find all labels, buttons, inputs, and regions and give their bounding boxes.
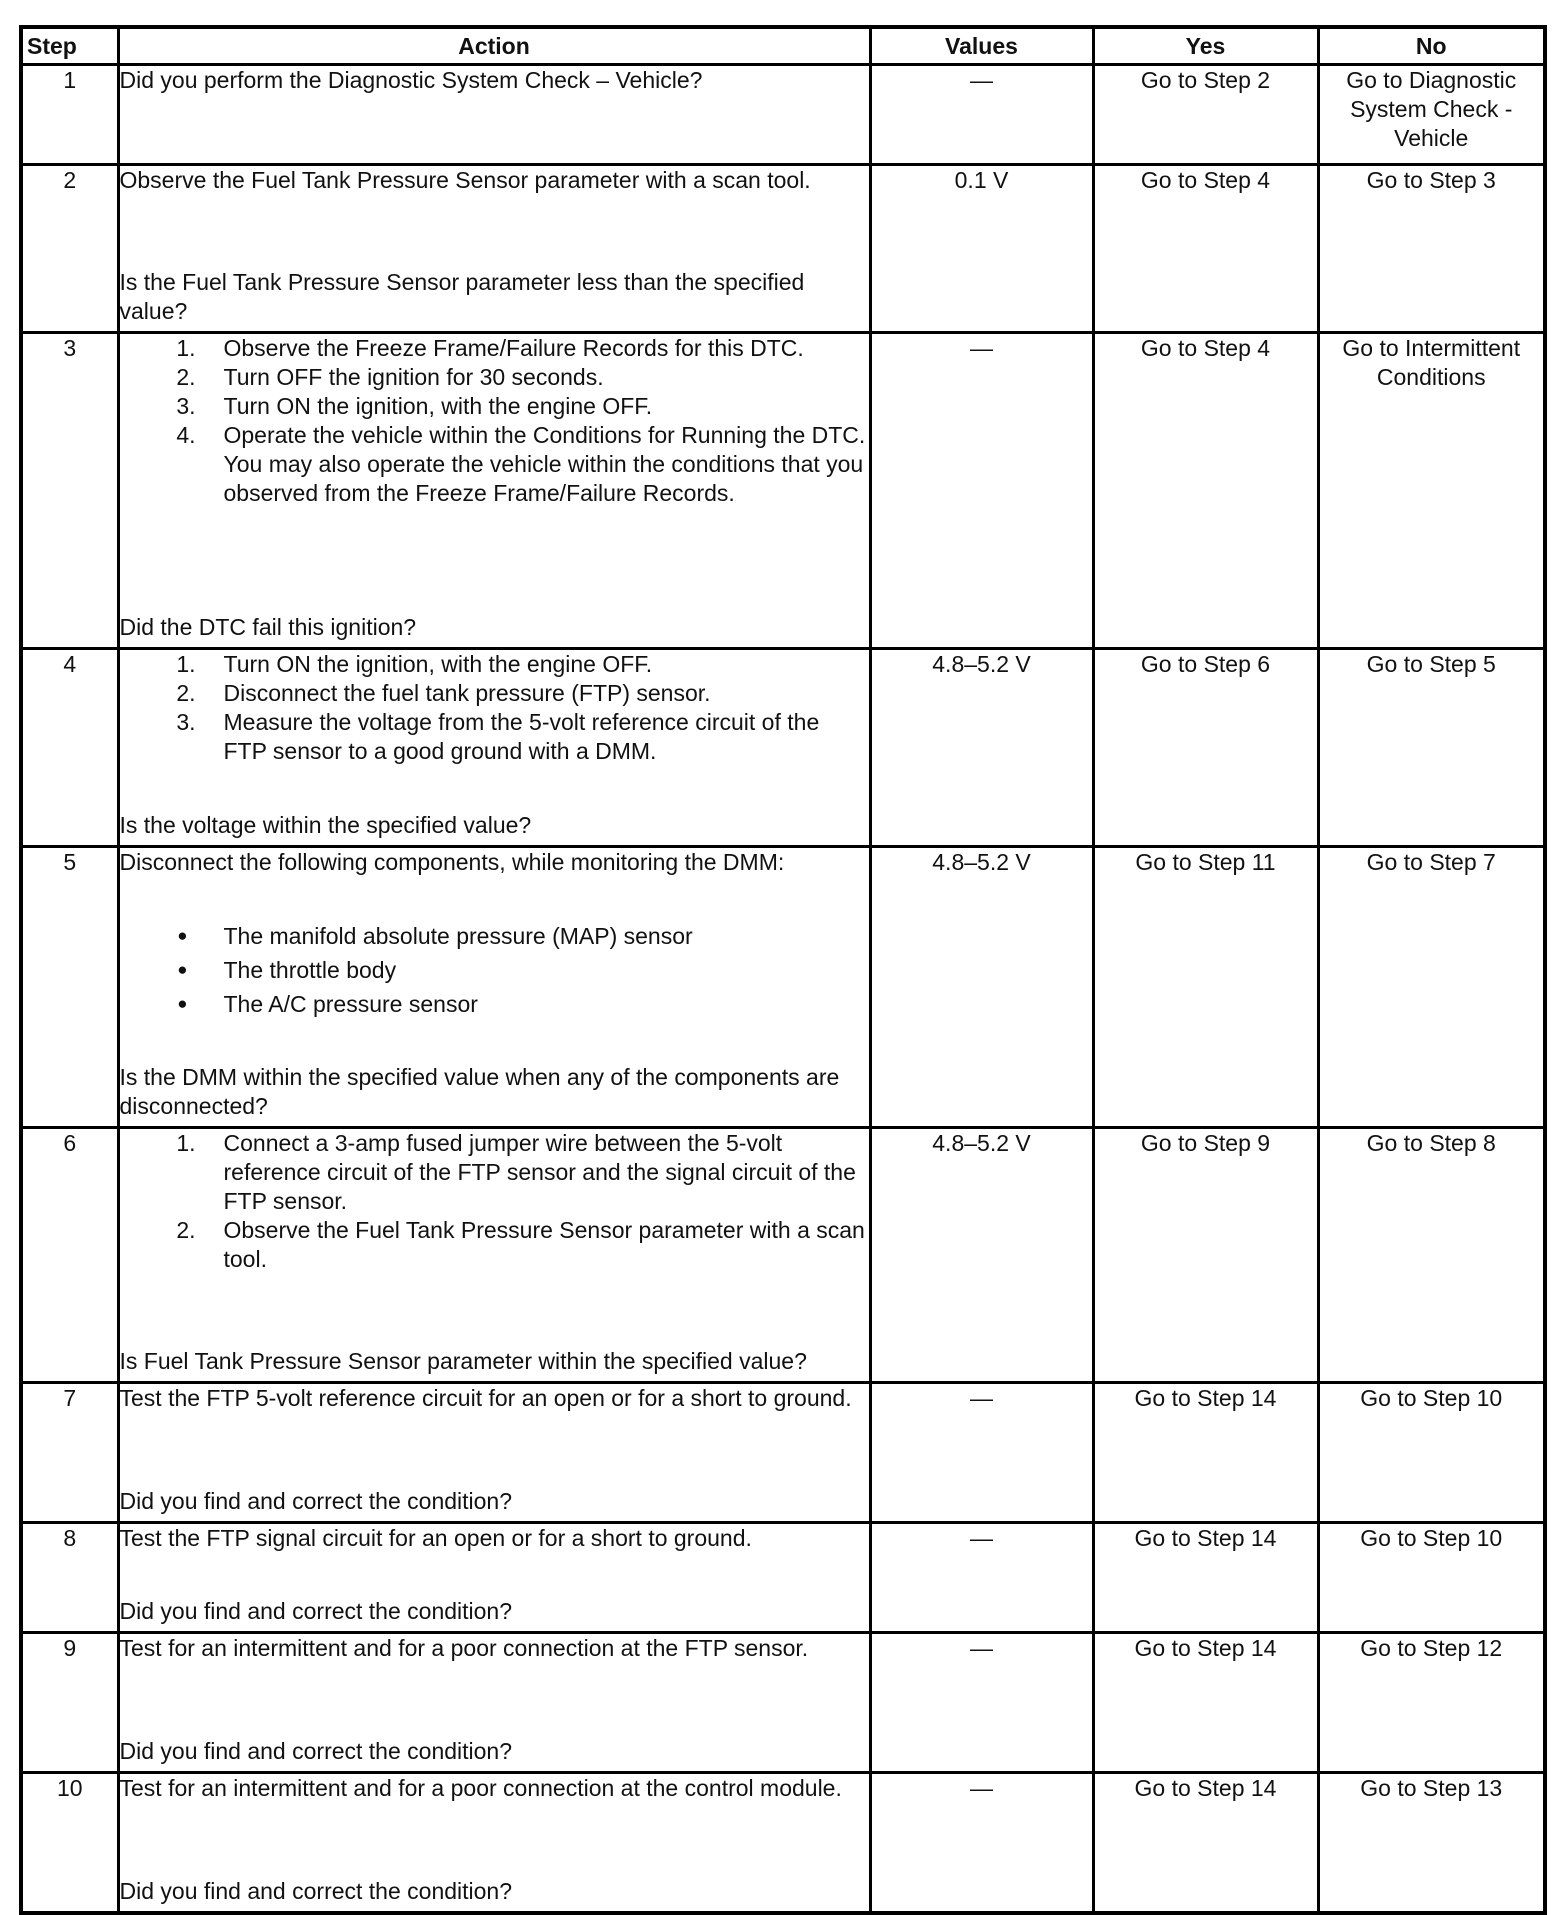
action-cell — [118, 165, 870, 333]
step-number: 10 — [21, 1773, 118, 1913]
action-question: Is Fuel Tank Pressure Sensor parameter within the specified value? — [119, 1348, 807, 1374]
no-cell: Go to Step 7 — [1318, 847, 1545, 1128]
bullet-text: The A/C pressure sensor — [223, 991, 478, 1017]
action-cell — [118, 1523, 870, 1633]
action-text: Test for an intermittent and for a poor connection at the FTP sensor. — [119, 1635, 809, 1661]
step-number: 8 — [21, 1523, 118, 1633]
action-question: Did you find and correct the condition? — [119, 1878, 513, 1904]
list-item: 1. Connect a 3-amp fused jumper wire between the 5-volt reference circuit of the FTP sensor and the signal circuit of the FTP sensor. — [120, 1129, 869, 1216]
values-cell: — — [870, 1523, 1093, 1633]
yes-cell: Go to Step 14 — [1093, 1773, 1318, 1913]
header-row — [21, 27, 1545, 65]
table-row — [21, 847, 1545, 1128]
action-cell — [118, 649, 870, 847]
list-item: 4. Operate the vehicle within the Conditions for Running the DTC. You may also operate the vehicle within the conditions that you observed from the Freeze Frame/Failure Records. — [120, 421, 869, 508]
no-cell: Go to Intermittent Conditions — [1318, 333, 1545, 649]
step-text: Observe the Freeze Frame/Failure Records for this DTC. — [223, 335, 804, 361]
action-text: Test the FTP signal circuit for an open or for a short to ground. — [119, 1525, 752, 1551]
action-question: Did you find and correct the condition? — [119, 1598, 513, 1624]
action-question: Is the voltage within the specified value? — [119, 812, 532, 838]
yes-cell: Go to Step 14 — [1093, 1523, 1318, 1633]
yes-cell: Go to Step 9 — [1093, 1128, 1318, 1383]
step-text: Measure the voltage from the 5-volt reference circuit of the FTP sensor to a good ground with a DMM. — [223, 709, 820, 764]
action-cell — [118, 1128, 870, 1383]
bullet-text: The manifold absolute pressure (MAP) sensor — [223, 923, 693, 949]
list-item — [120, 919, 869, 953]
no-cell: Go to Step 13 — [1318, 1773, 1545, 1913]
table-row — [21, 1128, 1545, 1383]
values-cell: 4.8–5.2 V — [870, 847, 1093, 1128]
no-cell: Go to Step 12 — [1318, 1633, 1545, 1773]
action-question: Did you find and correct the condition? — [119, 1488, 513, 1514]
values-cell: 4.8–5.2 V — [870, 649, 1093, 847]
step-text: Disconnect the fuel tank pressure (FTP) sensor. — [223, 680, 711, 706]
diagnostic-table — [19, 25, 1547, 1915]
step-number: 6 — [21, 1128, 118, 1383]
list-item: 3. Turn ON the ignition, with the engine OFF. — [120, 392, 869, 421]
action-cell — [118, 847, 870, 1128]
no-cell: Go to Step 5 — [1318, 649, 1545, 847]
diagnostic-table-sheet — [19, 25, 1543, 1915]
bullet-list — [120, 919, 869, 1021]
table-row — [21, 649, 1545, 847]
table-row — [21, 1523, 1545, 1633]
step-text: Operate the vehicle within the Conditions for Running the DTC. You may also operate the vehicle within the conditions that you observed from the Freeze Frame/Failure Records. — [223, 422, 866, 506]
table-row — [21, 1633, 1545, 1773]
yes-cell: Go to Step 2 — [1093, 65, 1318, 165]
step-text: Turn ON the ignition, with the engine OFF. — [223, 393, 653, 419]
no-cell: Go to Step 3 — [1318, 165, 1545, 333]
yes-cell: Go to Step 11 — [1093, 847, 1318, 1128]
bullet-icon: ● — [177, 926, 188, 945]
values-cell: — — [870, 1773, 1093, 1913]
header-step: Step — [21, 27, 118, 65]
bullet-icon: ● — [177, 994, 188, 1013]
header-yes: Yes — [1093, 27, 1318, 65]
bullet-icon: ● — [177, 960, 188, 979]
list-item — [120, 953, 869, 987]
action-cell — [118, 1383, 870, 1523]
values-cell: — — [870, 1383, 1093, 1523]
step-number: 3 — [21, 333, 118, 649]
list-item: 1. Observe the Freeze Frame/Failure Records for this DTC. — [120, 334, 869, 363]
action-cell — [118, 1633, 870, 1773]
action-text: Observe the Fuel Tank Pressure Sensor parameter with a scan tool. — [119, 167, 811, 193]
action-text: Did you perform the Diagnostic System Check – Vehicle? — [119, 67, 703, 93]
no-cell: Go to Step 10 — [1318, 1523, 1545, 1633]
header-values: Values — [870, 27, 1093, 65]
list-item — [120, 987, 869, 1021]
step-number: 7 — [21, 1383, 118, 1523]
list-item: 2. Observe the Fuel Tank Pressure Sensor parameter with a scan tool. — [120, 1216, 869, 1274]
numbered-steps — [120, 334, 869, 508]
values-cell: 0.1 V — [870, 165, 1093, 333]
header-no: No — [1318, 27, 1545, 65]
step-number: 4 — [21, 649, 118, 847]
yes-cell: Go to Step 14 — [1093, 1633, 1318, 1773]
yes-cell: Go to Step 4 — [1093, 165, 1318, 333]
action-text: Test the FTP 5-volt reference circuit for an open or for a short to ground. — [119, 1385, 852, 1411]
step-number: 5 — [21, 847, 118, 1128]
table-row — [21, 65, 1545, 165]
values-cell: 4.8–5.2 V — [870, 1128, 1093, 1383]
yes-cell: Go to Step 14 — [1093, 1383, 1318, 1523]
action-text: Test for an intermittent and for a poor connection at the control module. — [119, 1775, 842, 1801]
numbered-steps — [120, 1129, 869, 1274]
step-text: Turn OFF the ignition for 30 seconds. — [223, 364, 604, 390]
step-text: Connect a 3-amp fused jumper wire between the 5-volt reference circuit of the FTP sensor and the signal circuit of the FTP sensor. — [223, 1130, 856, 1214]
action-question: Is the DMM within the specified value when any of the components are disconnected? — [119, 1064, 840, 1119]
table-row — [21, 333, 1545, 649]
numbered-steps — [120, 650, 869, 766]
step-text: Turn ON the ignition, with the engine OFF. — [223, 651, 653, 677]
values-cell: — — [870, 333, 1093, 649]
table-row — [21, 165, 1545, 333]
action-cell — [118, 333, 870, 649]
bullet-text: The throttle body — [223, 957, 397, 983]
list-item: 1. Turn ON the ignition, with the engine OFF. — [120, 650, 869, 679]
step-number: 1 — [21, 65, 118, 165]
action-cell — [118, 1773, 870, 1913]
table-row — [21, 1383, 1545, 1523]
step-number: 9 — [21, 1633, 118, 1773]
values-cell: — — [870, 65, 1093, 165]
values-cell: — — [870, 1633, 1093, 1773]
action-question: Did the DTC fail this ignition? — [119, 614, 417, 640]
no-cell: Go to Step 10 — [1318, 1383, 1545, 1523]
yes-cell: Go to Step 4 — [1093, 333, 1318, 649]
list-item: 2. Disconnect the fuel tank pressure (FTP) sensor. — [120, 679, 869, 708]
action-question: Did you find and correct the condition? — [119, 1738, 513, 1764]
table-row — [21, 1773, 1545, 1913]
action-question: Is the Fuel Tank Pressure Sensor parameter less than the specified value? — [119, 269, 805, 324]
header-action: Action — [118, 27, 870, 65]
list-item: 3. Measure the voltage from the 5-volt reference circuit of the FTP sensor to a good ground with a DMM. — [120, 708, 869, 766]
no-cell: Go to Step 8 — [1318, 1128, 1545, 1383]
action-cell — [118, 65, 870, 165]
step-text: Observe the Fuel Tank Pressure Sensor parameter with a scan tool. — [223, 1217, 865, 1272]
action-text: Disconnect the following components, while monitoring the DMM: — [119, 849, 785, 875]
list-item: 2. Turn OFF the ignition for 30 seconds. — [120, 363, 869, 392]
no-cell: Go to Diagnostic System Check - Vehicle — [1318, 65, 1545, 165]
step-number: 2 — [21, 165, 118, 333]
yes-cell: Go to Step 6 — [1093, 649, 1318, 847]
